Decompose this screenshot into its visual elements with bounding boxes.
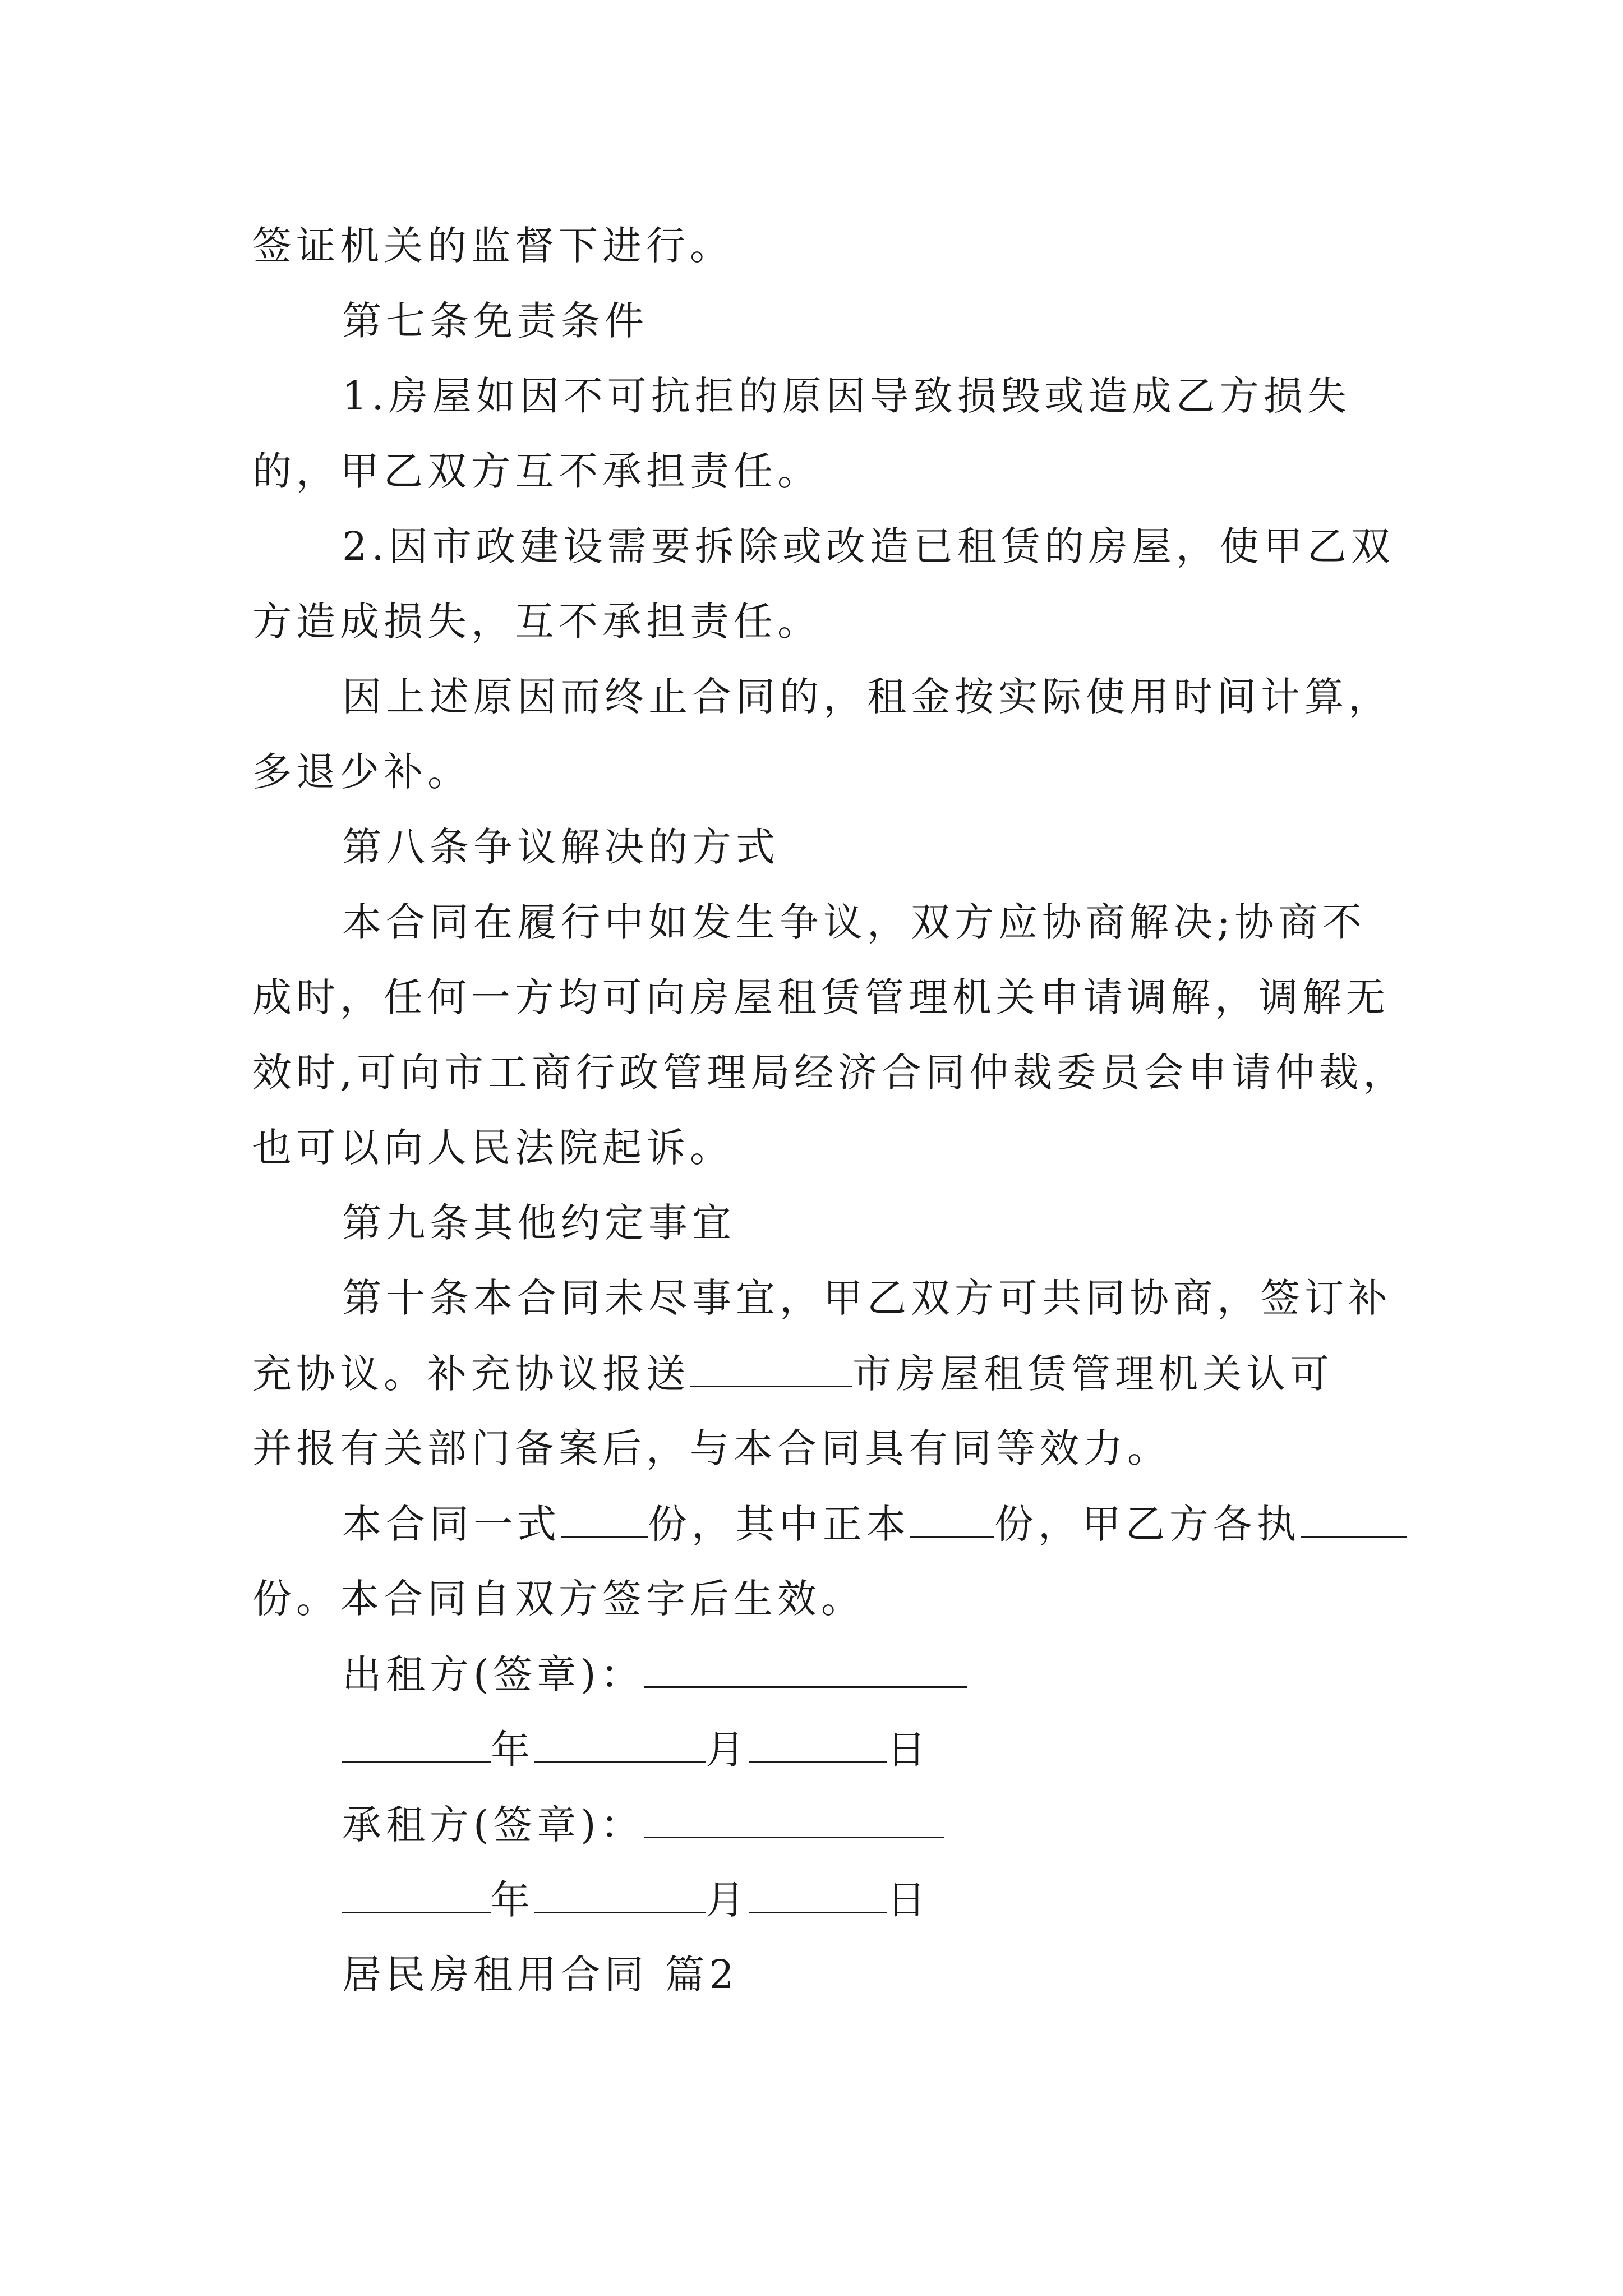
- paragraph-line: 成时，任何一方均可向房屋租赁管理机关申请调解，调解无: [252, 974, 1390, 1020]
- lessor-day-blank[interactable]: [749, 1727, 887, 1763]
- paragraph-line: 签证机关的监督下进行。: [252, 223, 734, 269]
- lessee-date-line: [342, 1877, 930, 1922]
- lessee-signature-blank[interactable]: [644, 1802, 944, 1838]
- original-copies-blank[interactable]: [910, 1501, 994, 1538]
- day-label: 日: [887, 1727, 930, 1773]
- effect-line: 份。本合同自双方签字后生效。: [252, 1576, 865, 1622]
- year-label: 年: [491, 1727, 534, 1773]
- paragraph-line: 1.房屋如因不可抗拒的原因导致损毁或造成乙方损失: [342, 373, 1351, 419]
- lessor-label: 出租方(签章)：: [342, 1651, 644, 1697]
- paragraph-line: 多退少补。: [252, 749, 471, 795]
- lessor-month-blank[interactable]: [534, 1727, 706, 1763]
- copies-text-1: 本合同一式: [342, 1501, 561, 1547]
- article-heading: 第七条免责条件: [342, 298, 648, 344]
- lessor-year-blank[interactable]: [342, 1727, 491, 1763]
- registration-line: [252, 1351, 1334, 1396]
- paragraph-line: 的，甲乙双方互不承担责任。: [252, 448, 821, 494]
- paragraph-line: 本合同在履行中如发生争议，双方应协商解决;协商不: [342, 899, 1366, 945]
- year-label: 年: [491, 1877, 534, 1923]
- copies-text-2: 份，其中正本: [648, 1501, 910, 1547]
- registration-text-before: 充协议。补充协议报送: [252, 1351, 690, 1397]
- total-copies-blank[interactable]: [561, 1501, 648, 1538]
- article-heading: 第九条其他约定事宜: [342, 1200, 736, 1246]
- lessee-label: 承租方(签章)：: [342, 1802, 644, 1848]
- lessee-year-blank[interactable]: [342, 1877, 491, 1913]
- lessor-signature-line: [342, 1651, 967, 1697]
- copies-line: [342, 1501, 1407, 1547]
- lessee-signature-line: [342, 1802, 944, 1847]
- month-label: 月: [706, 1727, 749, 1773]
- day-label: 日: [887, 1877, 930, 1923]
- lessee-month-blank[interactable]: [534, 1877, 706, 1913]
- paragraph-line: 效时,可向市工商行政管理局经济合同仲裁委员会申请仲裁，: [252, 1050, 1407, 1096]
- paragraph-line: 方造成损失，互不承担责任。: [252, 599, 821, 645]
- paragraph-line: 也可以向人民法院起诉。: [252, 1125, 734, 1171]
- each-party-copies-blank[interactable]: [1301, 1501, 1407, 1538]
- registration-text-after: 市房屋租赁管理机关认可: [852, 1351, 1334, 1397]
- paragraph-line: 因上述原因而终止合同的，租金按实际使用时间计算，: [342, 674, 1392, 720]
- next-contract-heading: 居民房租用合同 篇2: [342, 1952, 739, 1998]
- registration-city-blank[interactable]: [690, 1351, 852, 1387]
- lessee-day-blank[interactable]: [749, 1877, 887, 1913]
- copies-text-3: 份，甲乙方各执: [994, 1501, 1301, 1547]
- paragraph-line: 2.因市政建设需要拆除或改造已租赁的房屋，使甲乙双: [342, 523, 1395, 569]
- article-heading: 第八条争议解决的方式: [342, 824, 780, 870]
- paragraph-line: 第十条本合同未尽事宜，甲乙双方可共同协商，签订补: [342, 1275, 1392, 1321]
- lessor-signature-blank[interactable]: [644, 1651, 967, 1688]
- lessor-date-line: [342, 1727, 930, 1772]
- filing-line: 并报有关部门备案后，与本合同具有同等效力。: [252, 1425, 1171, 1471]
- month-label: 月: [706, 1877, 749, 1923]
